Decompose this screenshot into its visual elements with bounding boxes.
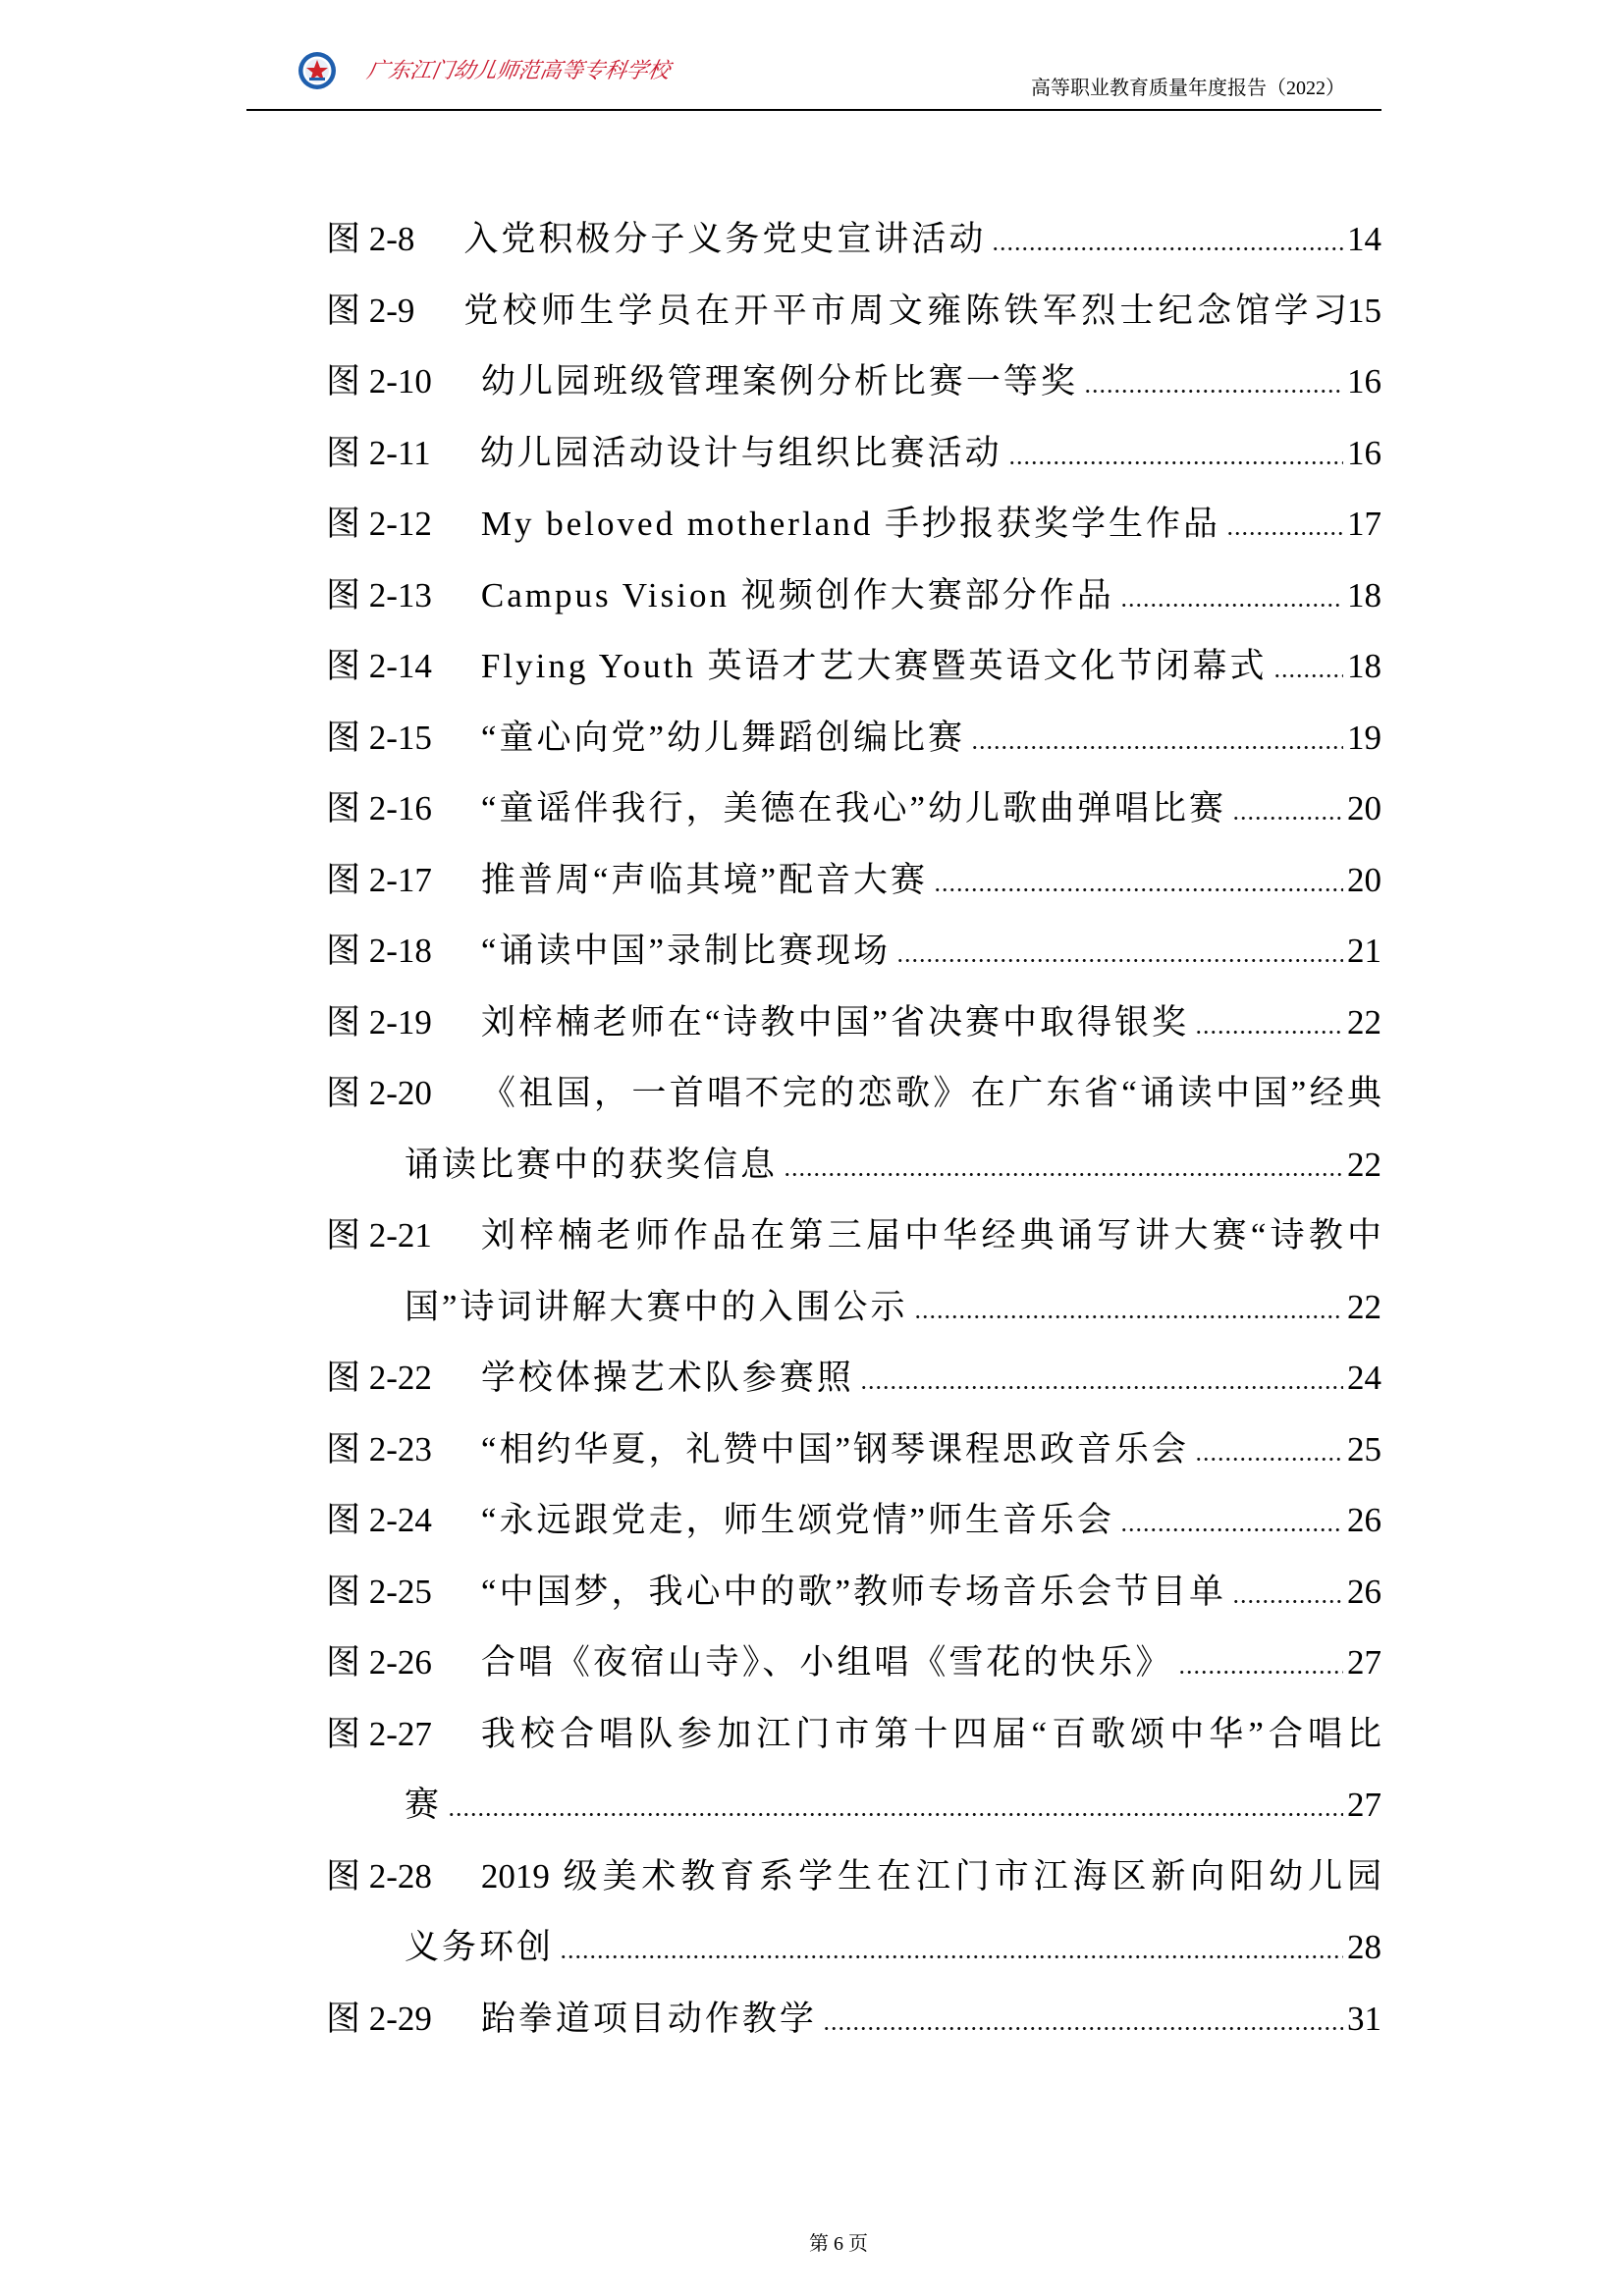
toc-entry-page: 27 xyxy=(1347,1643,1381,1682)
toc-entry[interactable] xyxy=(326,1343,1381,1415)
toc-entry-continuation[interactable] xyxy=(326,1272,1381,1344)
school-name-logo: 广东江门幼儿师范高等专科学校 xyxy=(364,58,673,82)
toc-entry[interactable] xyxy=(326,916,1381,988)
toc-entry-label: 图 2-16 xyxy=(326,789,432,828)
dot-leader xyxy=(1008,461,1343,464)
toc-entry[interactable] xyxy=(326,1842,1381,1913)
toc-entry-label: 图 2-19 xyxy=(326,1002,432,1041)
dot-leader xyxy=(860,1386,1343,1389)
dot-leader xyxy=(1178,1671,1343,1674)
toc-entry-label: 图 2-25 xyxy=(326,1572,432,1611)
toc-entry-continuation[interactable] xyxy=(326,1912,1381,1984)
dot-leader xyxy=(1120,1528,1343,1531)
toc-entry-page: 17 xyxy=(1347,505,1381,543)
toc-entry[interactable] xyxy=(326,703,1381,774)
toc-entry-page: 16 xyxy=(1347,433,1381,472)
dot-leader xyxy=(971,746,1343,749)
toc-entry-title: 学校体操艺术队参赛照 xyxy=(480,1359,854,1397)
toc-entry-label: 图 2-12 xyxy=(326,505,432,543)
toc-entry-title: 合唱《夜宿山寺》、小组唱《雪花的快乐》 xyxy=(480,1643,1173,1682)
toc-entry[interactable] xyxy=(326,631,1381,703)
toc-entry-page: 22 xyxy=(1347,1287,1381,1326)
toc-entry-title: 义务环创 xyxy=(405,1928,555,1966)
toc-entry-continuation[interactable] xyxy=(326,1130,1381,1201)
toc-entry-title: 幼儿园班级管理案例分析比赛一等奖 xyxy=(480,362,1078,400)
dot-leader xyxy=(560,1955,1343,1958)
toc-entry-title: 幼儿园活动设计与组织比赛活动 xyxy=(479,433,1002,472)
dot-leader xyxy=(896,959,1343,962)
dot-leader xyxy=(1195,1458,1343,1461)
toc-entry-page: 20 xyxy=(1347,789,1381,828)
dot-leader xyxy=(1120,604,1343,607)
toc-entry-label: 图 2-22 xyxy=(326,1359,432,1397)
toc-entry-label: 图 2-28 xyxy=(326,1856,432,1896)
dot-leader xyxy=(1226,532,1343,535)
toc-entry-label: 图 2-11 xyxy=(326,433,431,472)
dot-leader xyxy=(1273,674,1343,677)
toc-entry[interactable] xyxy=(326,1984,1381,2056)
toc-entry-page: 25 xyxy=(1347,1429,1381,1468)
toc-entry-title: “童心向党”幼儿舞蹈创编比赛 xyxy=(480,718,965,757)
toc-entry-page: 21 xyxy=(1347,932,1381,970)
toc-entry-label: 图 2-23 xyxy=(326,1429,432,1468)
toc-entry-page: 26 xyxy=(1347,1501,1381,1539)
toc-entry[interactable] xyxy=(326,988,1381,1059)
toc-entry-title: 跆拳道项目动作教学 xyxy=(480,1999,817,2038)
toc-entry-page: 16 xyxy=(1347,362,1381,400)
toc-entry[interactable] xyxy=(326,1628,1381,1699)
toc-entry[interactable] xyxy=(326,1557,1381,1629)
toc-entry-label: 图 2-15 xyxy=(326,718,432,757)
toc-entry-title: 推普周“声临其境”配音大赛 xyxy=(480,860,928,899)
toc-entry-label: 图 2-27 xyxy=(326,1714,432,1753)
toc-entry-label: 图 2-26 xyxy=(326,1643,432,1682)
toc-entry-title: 刘梓楠老师在“诗教中国”省决赛中取得银奖 xyxy=(480,1002,1189,1041)
toc-entry-page: 19 xyxy=(1347,718,1381,757)
toc-entry-label: 图 2-14 xyxy=(326,647,432,685)
toc-entry-label: 图 2-21 xyxy=(326,1216,432,1255)
toc-entry[interactable] xyxy=(326,845,1381,917)
toc-entry-title: 2019 级美术教育系学生在江门市江海区新向阳幼儿园 xyxy=(480,1856,1381,1896)
toc-entry-title: 赛 xyxy=(405,1786,443,1824)
toc-entry[interactable] xyxy=(326,1415,1381,1486)
toc-entry-label: 图 2-10 xyxy=(326,362,432,400)
dot-leader xyxy=(1084,390,1343,393)
toc-entry-title: 我校合唱队参加江门市第十四届“百歌颂中华”合唱比 xyxy=(480,1714,1381,1753)
toc-entry-title: 刘梓楠老师作品在第三届中华经典诵写讲大赛“诗教中 xyxy=(480,1216,1381,1255)
toc-entry[interactable] xyxy=(326,1699,1381,1771)
toc-entry-title: 诵读比赛中的获奖信息 xyxy=(405,1145,779,1184)
dot-leader xyxy=(448,1813,1343,1816)
toc-entry-title: 国”诗词讲解大赛中的入围公示 xyxy=(405,1287,908,1326)
toc-entry-title: Campus Vision 视频创作大赛部分作品 xyxy=(480,575,1114,614)
dot-leader xyxy=(823,2027,1343,2030)
toc-entry[interactable] xyxy=(326,561,1381,632)
toc-entry[interactable] xyxy=(326,489,1381,561)
school-emblem-icon xyxy=(298,51,337,90)
dot-leader xyxy=(1232,1600,1343,1603)
toc-entry-label: 图 2-17 xyxy=(326,860,432,899)
toc-entry-label: 图 2-18 xyxy=(326,932,432,970)
dot-leader xyxy=(784,1173,1343,1176)
toc-entry-title: 入党积极分子义务党史宣讲活动 xyxy=(463,220,987,258)
toc-entry-page: 18 xyxy=(1347,575,1381,614)
toc-entry-title: 《祖国，一首唱不完的恋歌》在广东省“诵读中国”经典 xyxy=(480,1074,1381,1112)
toc-entry-page: 24 xyxy=(1347,1359,1381,1397)
toc-entry-title: Flying Youth 英语才艺大赛暨英语文化节闭幕式 xyxy=(480,647,1268,685)
toc-entry-label: 图 2-24 xyxy=(326,1501,432,1539)
dot-leader xyxy=(1232,817,1343,820)
figure-list xyxy=(326,204,1381,2055)
toc-entry-page: 15 xyxy=(1347,291,1381,330)
header-divider xyxy=(246,109,1381,111)
page-number: 第 6 页 xyxy=(809,2233,868,2255)
report-title: 高等职业教育质量年度报告（2022） xyxy=(1031,78,1345,99)
toc-entry-title: 党校师生学员在开平市周文雍陈铁军烈士纪念馆学习 xyxy=(463,291,1347,330)
dot-leader xyxy=(1195,1031,1343,1034)
toc-entry-page: 28 xyxy=(1347,1928,1381,1966)
toc-entry[interactable] xyxy=(326,418,1381,490)
toc-entry-label: 图 2-29 xyxy=(326,1999,432,2038)
toc-entry-title: “童谣伴我行，美德在我心”幼儿歌曲弹唱比赛 xyxy=(480,789,1226,828)
toc-entry-title: “相约华夏，礼赞中国”钢琴课程思政音乐会 xyxy=(480,1429,1189,1468)
toc-entry-page: 26 xyxy=(1347,1572,1381,1611)
toc-entry-title: My beloved motherland 手抄报获奖学生作品 xyxy=(480,505,1220,543)
toc-entry[interactable] xyxy=(326,1485,1381,1557)
toc-entry-label: 图 2-20 xyxy=(326,1074,432,1112)
toc-entry-label: 图 2-13 xyxy=(326,575,432,614)
toc-entry-title: “诵读中国”录制比赛现场 xyxy=(480,932,891,970)
toc-entry-page: 20 xyxy=(1347,860,1381,899)
toc-entry[interactable] xyxy=(326,347,1381,418)
dot-leader xyxy=(934,888,1343,891)
dot-leader xyxy=(914,1315,1343,1318)
toc-entry[interactable] xyxy=(326,276,1381,347)
toc-entry[interactable] xyxy=(326,1058,1381,1130)
dot-leader xyxy=(992,247,1343,250)
toc-entry-page: 31 xyxy=(1347,1999,1381,2038)
toc-entry[interactable] xyxy=(326,204,1381,276)
toc-entry-label: 图 2-9 xyxy=(326,291,415,330)
toc-entry-page: 22 xyxy=(1347,1145,1381,1184)
toc-entry-page: 18 xyxy=(1347,647,1381,685)
toc-entry-page: 27 xyxy=(1347,1786,1381,1824)
toc-entry[interactable] xyxy=(326,1201,1381,1272)
toc-entry-title: “永远跟党走，师生颂党情”师生音乐会 xyxy=(480,1501,1114,1539)
toc-entry-label: 图 2-8 xyxy=(326,220,415,258)
toc-entry-continuation[interactable] xyxy=(326,1770,1381,1842)
toc-entry-page: 22 xyxy=(1347,1002,1381,1041)
toc-entry-page: 14 xyxy=(1347,220,1381,258)
toc-entry[interactable] xyxy=(326,774,1381,845)
toc-entry-title: “中国梦，我心中的歌”教师专场音乐会节目单 xyxy=(480,1572,1226,1611)
